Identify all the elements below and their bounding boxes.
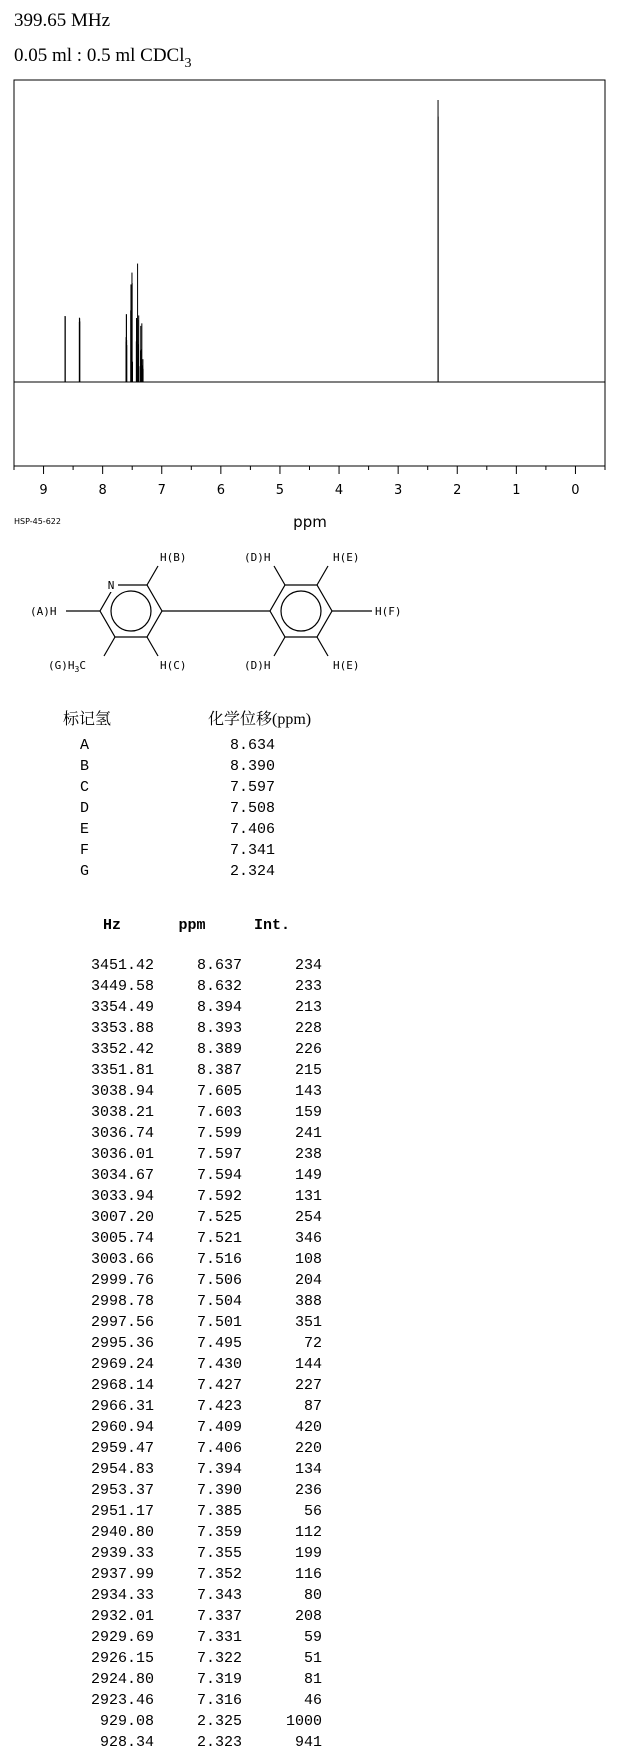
table-row — [72, 1291, 322, 1312]
peak-hz: 2969.24 — [90, 1356, 154, 1373]
label-he-bot: H(E) — [333, 659, 360, 672]
x-tick-label: 0 — [571, 483, 580, 498]
table-row — [72, 1732, 322, 1753]
label-g-prefix: (G)H — [48, 659, 75, 672]
peak-ppm: 8.637 — [196, 957, 242, 974]
peak-ppm: 8.389 — [196, 1041, 242, 1058]
peak-int: 134 — [294, 1461, 322, 1478]
peak-hz: 2960.94 — [90, 1419, 154, 1436]
spectrometer-frequency: 399.65 MHz — [14, 10, 111, 31]
peak-hz: 2997.56 — [90, 1314, 154, 1331]
table-row — [72, 1480, 322, 1501]
table-row — [72, 1144, 322, 1165]
peak-int: 46 — [303, 1692, 322, 1709]
peak-hz: 2951.17 — [90, 1503, 154, 1520]
table-row — [72, 1690, 322, 1711]
peak-int: 238 — [294, 1146, 322, 1163]
table-row — [72, 1186, 322, 1207]
table-row — [72, 1333, 322, 1354]
table-row — [72, 1585, 322, 1606]
peak-hz: 2939.33 — [90, 1545, 154, 1562]
peak-hz: 2940.80 — [90, 1524, 154, 1541]
table-row — [72, 1039, 322, 1060]
assignment-shift: 2.324 — [230, 863, 276, 880]
peak-hz: 2995.36 — [90, 1335, 154, 1352]
peak-ppm: 7.599 — [196, 1125, 242, 1142]
table-row — [72, 1522, 322, 1543]
label-dh-bot: (D)H — [244, 659, 271, 672]
label-g-sub: 3 — [74, 665, 80, 674]
peak-int: 116 — [294, 1566, 322, 1583]
table-row — [72, 1165, 322, 1186]
label-dh-top: (D)H — [244, 551, 271, 564]
x-axis-ticks — [14, 466, 605, 474]
peak-hz: 2966.31 — [90, 1398, 154, 1415]
peak-ppm: 7.427 — [196, 1377, 242, 1394]
peak-hz: 3038.94 — [90, 1083, 154, 1100]
peak-ppm: 7.359 — [196, 1524, 242, 1541]
peak-ppm: 7.516 — [196, 1251, 242, 1268]
sample-text: 0.05 ml : 0.5 ml CDCl — [14, 45, 185, 66]
peak-ppm: 7.390 — [196, 1482, 242, 1499]
peak-int: 51 — [303, 1650, 322, 1667]
peak-ppm: 7.504 — [196, 1293, 242, 1310]
assignment-shift: 8.634 — [230, 737, 276, 754]
spectrum-peaks — [65, 100, 438, 382]
peak-int: 233 — [294, 978, 322, 995]
x-tick-label: 2 — [453, 483, 462, 498]
peak-int: 81 — [303, 1671, 322, 1688]
peak-hz: 2923.46 — [90, 1692, 154, 1709]
peak-hz: 3449.58 — [90, 978, 154, 995]
x-tick-label: 4 — [334, 483, 344, 498]
assignment-label: F — [80, 842, 90, 859]
label-hb: H(B) — [160, 551, 187, 564]
assignment-label: D — [80, 800, 90, 817]
x-tick-label: 6 — [216, 483, 225, 498]
x-tick-label: 9 — [39, 483, 48, 498]
table-row — [72, 1648, 322, 1669]
peak-int: 213 — [294, 999, 322, 1016]
peak-hz: 929.08 — [99, 1713, 154, 1730]
pyridine-ring — [100, 585, 162, 637]
table-row — [72, 1627, 322, 1648]
peak-hz: 3353.88 — [90, 1020, 154, 1037]
peak-hz: 3352.42 — [90, 1041, 154, 1058]
peak-int: 226 — [294, 1041, 322, 1058]
table-row — [72, 1459, 322, 1480]
table-row — [72, 1438, 322, 1459]
peak-ppm: 7.501 — [196, 1314, 242, 1331]
peak-ppm: 8.632 — [196, 978, 242, 995]
x-axis-label: ppm — [293, 513, 327, 531]
assignment-label: C — [80, 779, 90, 796]
peak-int: 112 — [294, 1524, 322, 1541]
peak-hz: 2924.80 — [90, 1671, 154, 1688]
peak-hz: 928.34 — [99, 1734, 154, 1751]
x-axis-tick-labels — [39, 483, 579, 498]
peak-int: 87 — [303, 1398, 322, 1415]
label-hf: H(F) — [375, 605, 402, 618]
x-tick-label: 1 — [512, 483, 521, 498]
peak-ppm: 7.316 — [196, 1692, 242, 1709]
peak-ppm: 7.594 — [196, 1167, 242, 1184]
sample-description — [14, 45, 192, 72]
table-row — [72, 1249, 322, 1270]
peak-hz: 3034.67 — [90, 1167, 154, 1184]
peak-ppm: 7.322 — [196, 1650, 242, 1667]
peak-int: 234 — [294, 957, 322, 974]
table-row — [72, 1396, 322, 1417]
label-he-top: H(E) — [333, 551, 360, 564]
peak-ppm: 7.394 — [196, 1461, 242, 1478]
label-ah: (A)H — [30, 605, 57, 618]
peak-table-header — [72, 917, 312, 934]
peak-ppm: 7.597 — [196, 1146, 242, 1163]
peak-ppm: 7.525 — [196, 1209, 242, 1226]
peak-ppm: 7.337 — [196, 1608, 242, 1625]
peak-col-int: Int. — [253, 917, 290, 934]
table-row — [72, 1501, 322, 1522]
assignment-header-shift: 化学位移(ppm) — [208, 711, 312, 728]
peak-ppm: 7.343 — [196, 1587, 242, 1604]
x-tick-label: 3 — [394, 483, 403, 498]
peak-int: 215 — [294, 1062, 322, 1079]
table-row — [72, 1207, 322, 1228]
table-row — [72, 1123, 322, 1144]
peak-hz: 3033.94 — [90, 1188, 154, 1205]
assignment-label: A — [80, 737, 90, 754]
table-row — [72, 1417, 322, 1438]
peak-int: 241 — [294, 1125, 322, 1142]
peak-table — [72, 955, 322, 1753]
table-row — [72, 1102, 322, 1123]
label-g — [48, 659, 86, 674]
peak-hz: 3005.74 — [90, 1230, 154, 1247]
assignment-label: B — [80, 758, 90, 775]
peak-hz: 3354.49 — [90, 999, 154, 1016]
nmr-spectrum-chart — [0, 70, 619, 530]
assignment-shift: 8.390 — [230, 758, 276, 775]
peak-ppm: 7.506 — [196, 1272, 242, 1289]
peak-int: 204 — [294, 1272, 322, 1289]
table-row — [72, 1711, 322, 1732]
table-row — [72, 1270, 322, 1291]
peak-int: 254 — [294, 1209, 322, 1226]
x-tick-label: 8 — [98, 483, 107, 498]
table-row — [72, 1669, 322, 1690]
spectrum-id: HSP-45-622 — [14, 517, 61, 526]
peak-int: 388 — [294, 1293, 322, 1310]
peak-int: 143 — [294, 1083, 322, 1100]
peak-int: 80 — [303, 1587, 322, 1604]
table-row — [72, 1606, 322, 1627]
peak-int: 220 — [294, 1440, 322, 1457]
peak-ppm: 7.409 — [196, 1419, 242, 1436]
assignment-header-label: 标记氢 — [63, 711, 112, 728]
x-tick-label: 7 — [157, 483, 166, 498]
peak-ppm: 7.430 — [196, 1356, 242, 1373]
sample-subscript: 3 — [184, 56, 192, 71]
peak-hz: 2953.37 — [90, 1482, 154, 1499]
peak-ppm: 7.495 — [196, 1335, 242, 1352]
peak-int: 346 — [294, 1230, 322, 1247]
table-row — [72, 1228, 322, 1249]
peak-hz: 3036.74 — [90, 1125, 154, 1142]
peak-int: 420 — [294, 1419, 322, 1436]
table-row — [72, 1081, 322, 1102]
peak-ppm: 7.521 — [196, 1230, 242, 1247]
peak-int: 149 — [294, 1167, 322, 1184]
benzene-ring — [270, 585, 332, 637]
peak-ppm: 8.387 — [196, 1062, 242, 1079]
assignment-row — [80, 819, 275, 840]
table-row — [72, 1564, 322, 1585]
table-row — [72, 1018, 322, 1039]
assignment-row — [80, 777, 275, 798]
peak-int: 236 — [294, 1482, 322, 1499]
table-row — [72, 1312, 322, 1333]
peak-ppm: 8.393 — [196, 1020, 242, 1037]
peak-int: 199 — [294, 1545, 322, 1562]
peak-hz: 2934.33 — [90, 1587, 154, 1604]
assignment-row — [80, 735, 275, 756]
peak-int: 1000 — [285, 1713, 322, 1730]
table-row — [72, 955, 322, 976]
peak-ppm: 2.323 — [196, 1734, 242, 1751]
peak-hz: 3351.81 — [90, 1062, 154, 1079]
assignment-label: E — [80, 821, 90, 838]
assignment-shift: 7.597 — [230, 779, 276, 796]
label-hc: H(C) — [160, 659, 187, 672]
table-row — [72, 997, 322, 1018]
peak-int: 227 — [294, 1377, 322, 1394]
peak-hz: 2929.69 — [90, 1629, 154, 1646]
peak-ppm: 7.355 — [196, 1545, 242, 1562]
assignment-row — [80, 840, 275, 861]
peak-int: 228 — [294, 1020, 322, 1037]
peak-ppm: 7.385 — [196, 1503, 242, 1520]
label-g-suffix: C — [79, 659, 86, 672]
peak-ppm: 7.592 — [196, 1188, 242, 1205]
peak-int: 144 — [294, 1356, 322, 1373]
peak-hz: 2968.14 — [90, 1377, 154, 1394]
peak-int: 351 — [294, 1314, 322, 1331]
peak-hz: 2926.15 — [90, 1650, 154, 1667]
peak-col-ppm: ppm — [178, 917, 206, 934]
table-row — [72, 1060, 322, 1081]
assignment-label: G — [80, 863, 90, 880]
peak-hz: 2998.78 — [90, 1293, 154, 1310]
assignment-row — [80, 756, 275, 777]
assignment-row — [80, 861, 275, 882]
peak-ppm: 7.319 — [196, 1671, 242, 1688]
peak-int: 108 — [294, 1251, 322, 1268]
x-tick-label: 5 — [275, 483, 285, 498]
peak-hz: 3038.21 — [90, 1104, 154, 1121]
peak-int: 56 — [303, 1503, 322, 1520]
peak-int: 159 — [294, 1104, 322, 1121]
peak-ppm: 7.331 — [196, 1629, 242, 1646]
peak-hz: 3451.42 — [90, 957, 154, 974]
peak-int: 59 — [303, 1629, 322, 1646]
peak-hz: 2954.83 — [90, 1461, 154, 1478]
peak-hz: 2999.76 — [90, 1272, 154, 1289]
peak-hz: 3036.01 — [90, 1146, 154, 1163]
peak-ppm: 7.605 — [196, 1083, 242, 1100]
plot-frame — [14, 80, 605, 466]
peak-hz: 3003.66 — [90, 1251, 154, 1268]
table-row — [72, 976, 322, 997]
table-row — [72, 1543, 322, 1564]
peak-int: 208 — [294, 1608, 322, 1625]
peak-int: 941 — [294, 1734, 322, 1751]
table-row — [72, 1375, 322, 1396]
assignment-shift: 7.406 — [230, 821, 276, 838]
nitrogen-label: N — [107, 579, 115, 592]
peak-int: 131 — [294, 1188, 322, 1205]
peak-ppm: 7.352 — [196, 1566, 242, 1583]
table-row — [72, 1354, 322, 1375]
peak-hz: 2937.99 — [90, 1566, 154, 1583]
peak-ppm: 7.603 — [196, 1104, 242, 1121]
peak-col-hz: Hz — [102, 917, 121, 934]
peak-ppm: 7.423 — [196, 1398, 242, 1415]
peak-ppm: 8.394 — [196, 999, 242, 1016]
peak-ppm: 2.325 — [196, 1713, 242, 1730]
assignment-shift: 7.341 — [230, 842, 276, 859]
assignment-row — [80, 798, 275, 819]
peak-int: 72 — [303, 1335, 322, 1352]
peak-hz: 3007.20 — [90, 1209, 154, 1226]
peak-hz: 2959.47 — [90, 1440, 154, 1457]
peak-hz: 2932.01 — [90, 1608, 154, 1625]
assignment-list — [80, 735, 275, 882]
assignment-shift: 7.508 — [230, 800, 276, 817]
peak-ppm: 7.406 — [196, 1440, 242, 1457]
